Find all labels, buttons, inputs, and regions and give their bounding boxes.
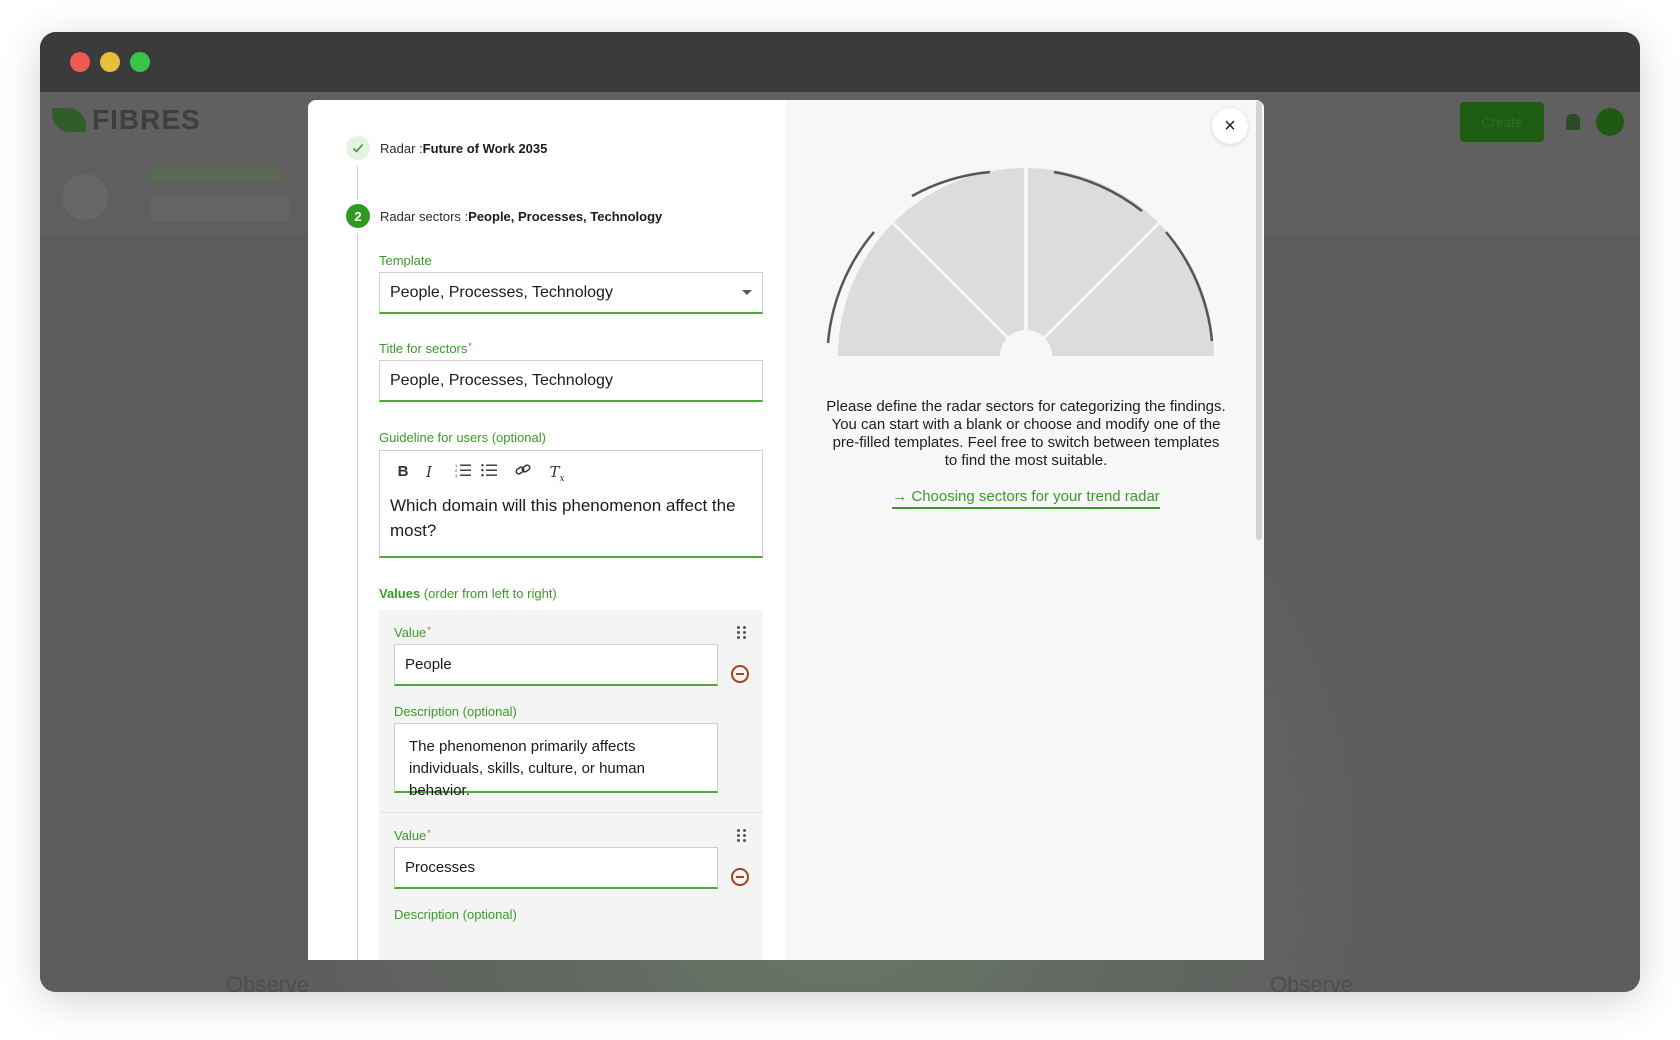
value-label [394, 625, 431, 640]
background-search [150, 196, 290, 222]
title-bar [40, 32, 1640, 92]
scrollbar[interactable] [1256, 100, 1262, 540]
step-connector [357, 234, 358, 960]
background-filter [150, 168, 280, 182]
sectors-help-link[interactable] [826, 488, 1226, 505]
title-label-text: Title for sectors [379, 341, 468, 356]
value-input[interactable]: People [394, 644, 718, 686]
bold-icon[interactable]: B [397, 463, 409, 480]
svg-text:1: 1 [455, 463, 458, 468]
value-label-text: Value [394, 625, 427, 640]
values-title [379, 586, 557, 601]
info-text: Please define the radar sectors for categorizing the findings. You can start with a blank or choose and modify one of the pre-filled templates. Feel free to switch between templates to find the most suitable. [826, 398, 1226, 469]
step-radar-label: Radar : [380, 140, 423, 156]
step-radar[interactable] [346, 136, 547, 160]
svg-text:2: 2 [455, 468, 458, 473]
title-value: People, Processes, Technology [390, 371, 613, 389]
svg-text:3: 3 [455, 473, 458, 477]
title-input[interactable] [379, 360, 763, 402]
drag-handle-icon[interactable] [737, 829, 747, 843]
bullet-list-icon[interactable] [476, 463, 502, 484]
remove-value-icon[interactable] [731, 868, 749, 886]
guideline-text: Which domain will this phenomenon affect the most? [390, 496, 736, 540]
background-chip [62, 174, 108, 220]
description-input[interactable]: The phenomenon primarily affects individuals, skills, culture, or human behavior. [394, 723, 718, 793]
step-sectors-value: People, Processes, Technology [468, 208, 663, 224]
minimize-window-button[interactable] [100, 52, 120, 72]
sectors-help-link-text: → Choosing sectors for your trend radar [892, 488, 1160, 509]
leaf-icon [52, 108, 86, 132]
value-label-text: Value [394, 828, 427, 843]
background-label-right: Observe [1270, 972, 1354, 992]
values-title-rest: (order from left to right) [420, 586, 557, 601]
chevron-down-icon [742, 290, 752, 295]
description-label: Description (optional) [394, 704, 517, 719]
form-panel [308, 100, 786, 960]
background-label-left: Observe [226, 972, 310, 992]
guideline-editor[interactable] [379, 450, 763, 558]
step-radar-value: Future of Work 2035 [422, 140, 548, 156]
drag-handle-icon[interactable] [737, 626, 747, 640]
step-radar-sectors[interactable] [346, 204, 662, 228]
radar-sectors-modal [308, 100, 1264, 960]
step-connector [357, 166, 358, 200]
value-item [379, 610, 763, 812]
check-icon [346, 136, 370, 160]
logo: FIBRES [52, 104, 201, 136]
value-input[interactable]: Processes [394, 847, 718, 889]
radar-illustration [826, 164, 1226, 364]
link-icon[interactable] [510, 463, 536, 484]
required-mark: * [427, 625, 431, 635]
ordered-list-icon[interactable] [450, 463, 476, 484]
value-item [379, 813, 763, 960]
template-value: People, Processes, Technology [390, 283, 613, 301]
title-label [379, 341, 472, 356]
avatar[interactable] [1596, 108, 1624, 136]
required-mark: * [468, 341, 472, 351]
step-sectors-label: Radar sectors : [380, 208, 469, 224]
close-icon[interactable]: × [1212, 108, 1248, 144]
editor-toolbar [390, 463, 570, 484]
info-panel [786, 100, 1264, 960]
required-mark: * [427, 828, 431, 838]
maximize-window-button[interactable] [130, 52, 150, 72]
remove-value-icon[interactable] [731, 665, 749, 683]
create-button[interactable]: Create [1460, 102, 1544, 142]
italic-icon[interactable]: I [426, 463, 432, 481]
clear-format-icon[interactable]: $T_x$ [549, 463, 565, 484]
value-label [394, 828, 431, 843]
description-label: Description (optional) [394, 907, 517, 922]
template-label: Template [379, 253, 432, 268]
guideline-label: Guideline for users (optional) [379, 430, 546, 445]
close-window-button[interactable] [70, 52, 90, 72]
values-title-bold: Values [379, 586, 421, 601]
step-number: 2 [346, 204, 370, 228]
template-select[interactable] [379, 272, 763, 314]
bell-icon[interactable] [1566, 114, 1580, 130]
